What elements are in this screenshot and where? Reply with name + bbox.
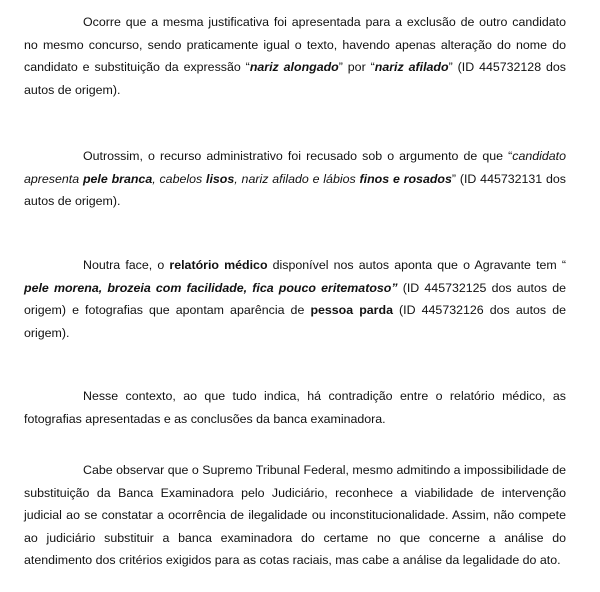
text-run: (ID 445732125 dos autos de origem) e fotografias que apontam aparência de bbox=[24, 280, 566, 318]
text-run-bold: relatório médico bbox=[169, 258, 268, 272]
text-run: ” (ID 445732128 dos autos de origem). bbox=[24, 60, 567, 97]
text-run-emphasis: pele branca bbox=[82, 171, 153, 186]
text-run-emphasis: finos e rosados bbox=[359, 171, 452, 186]
paragraph-medical-report bbox=[24, 254, 566, 344]
paragraph-exclusion-justification bbox=[24, 11, 566, 101]
text-run: Outrossim, o recurso administrativo foi recusado sob o argumento de que “ bbox=[83, 149, 513, 163]
text-run: (ID 445732126 dos autos de origem). bbox=[24, 303, 566, 340]
text-run-italic: , nariz afilado e lábios bbox=[234, 171, 360, 186]
paragraph-stf-precedent bbox=[24, 459, 566, 572]
paragraph-contradiction bbox=[24, 385, 566, 430]
text-run: ” por “ bbox=[338, 60, 375, 75]
text-run: disponível nos autos aponta que o Agravante tem “ bbox=[267, 258, 566, 272]
text-run: ” (ID 445732131 dos autos de origem). bbox=[24, 171, 567, 209]
text-run-emphasis: pele morena, brozeia com facilidade, fica pouco eritematoso” bbox=[24, 280, 398, 295]
paragraph-administrative-appeal bbox=[24, 145, 566, 213]
text-run: Nesse contexto, ao que tudo indica, há contradição entre o relatório médico, as fotografias apresentadas e as conclusões da banca examinadora. bbox=[24, 389, 566, 426]
text-run: Cabe observar que o Supremo Tribunal Federal, mesmo admitindo a impossibilidade de substituição da Banca Examinadora pelo Judiciário, reconhece a viabilidade de intervenção judicial ao se constatar a ocorrência de ilegalidade ou inconstitucionalidade. Assim, não compete ao judiciário substituir a banca examinadora do certame no que concerne a análise do atendimento dos critérios exigidos para as cotas raciais, mas cabe a análise da legalidade do ato. bbox=[24, 463, 566, 568]
text-run: Ocorre que a mesma justificativa foi apresentada para a exclusão de outro candidato no mesmo concurso, sendo praticamente igual o texto, havendo apenas alteração do nome do candidato e substituição da expressão “ bbox=[24, 15, 566, 75]
text-run: Noutra face, o bbox=[83, 258, 170, 272]
text-run-italic: candidato apresenta bbox=[24, 149, 566, 186]
text-run-italic: , cabelos bbox=[152, 171, 207, 186]
text-run-emphasis: lisos bbox=[206, 171, 235, 186]
text-run-bold: pessoa parda bbox=[310, 303, 393, 318]
text-run-emphasis: nariz afilado bbox=[374, 60, 449, 75]
text-run-emphasis: nariz alongado bbox=[249, 60, 339, 75]
